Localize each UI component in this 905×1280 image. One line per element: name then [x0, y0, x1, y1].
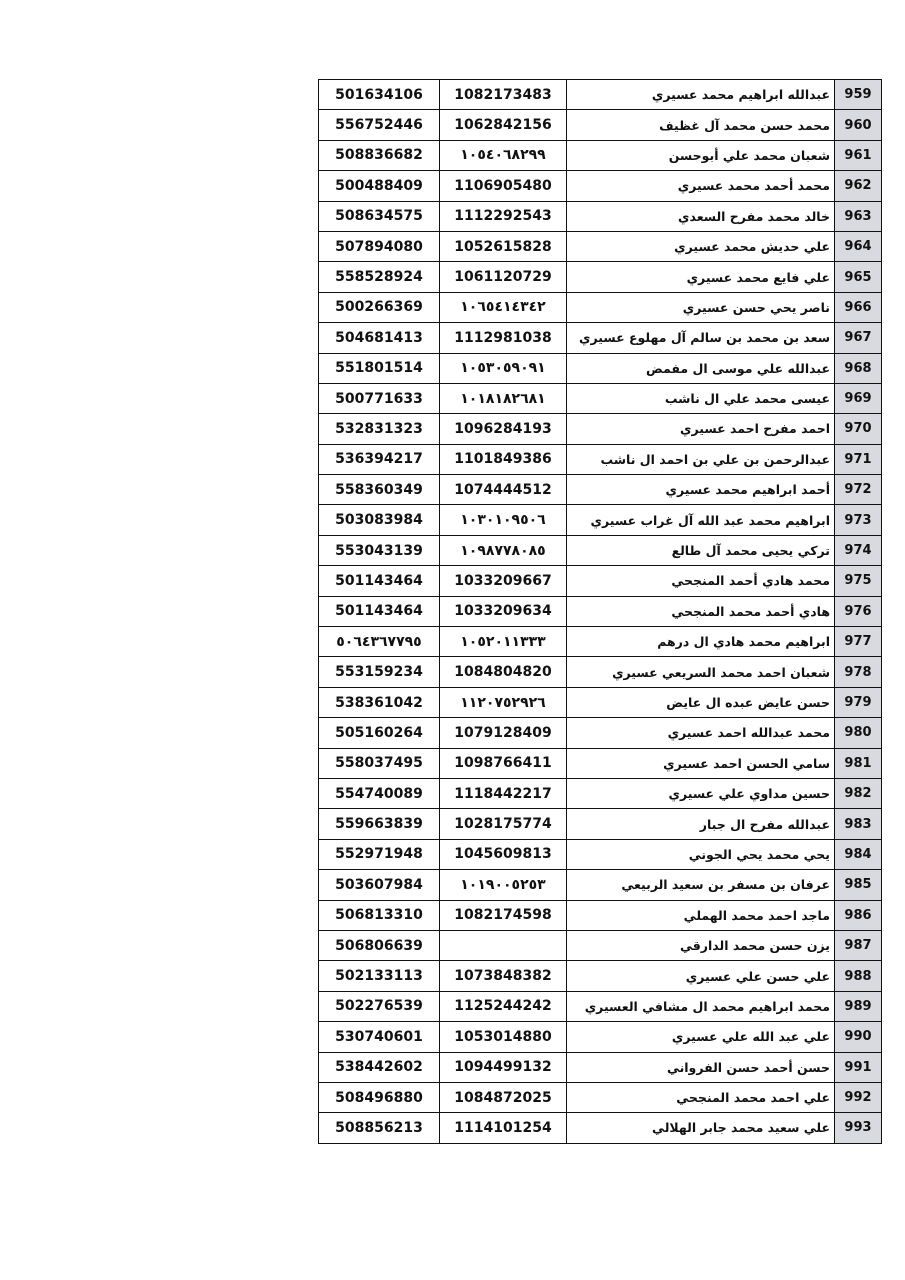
table-row: [319, 687, 882, 717]
mobile-cell: 506813310: [319, 900, 440, 930]
table-row: [319, 1113, 882, 1143]
id-number-cell: 1074444512: [440, 475, 567, 505]
name-cell: شعبان احمد محمد السريعي عسيري: [567, 657, 835, 687]
id-number-cell: ١١٢٠٧٥٢٩٢٦: [440, 687, 567, 717]
name-cell: ماجد احمد محمد الهملي: [567, 900, 835, 930]
id-number-cell: 1101849386: [440, 444, 567, 474]
row-number-cell: 970: [835, 414, 882, 444]
row-number-cell: 987: [835, 930, 882, 960]
name-cell: محمد أحمد محمد عسيري: [567, 171, 835, 201]
mobile-cell: 500266369: [319, 292, 440, 322]
table-row: [319, 505, 882, 535]
table-row: [319, 262, 882, 292]
row-number-cell: 964: [835, 231, 882, 261]
table-row: [319, 627, 882, 657]
row-number-cell: 988: [835, 961, 882, 991]
row-number-cell: 991: [835, 1052, 882, 1082]
mobile-cell: 502276539: [319, 991, 440, 1021]
row-number-cell: 978: [835, 657, 882, 687]
id-number-cell: ١٠٥٤٠٦٨٢٩٩: [440, 140, 567, 170]
name-cell: عيسى محمد علي ال ناشب: [567, 383, 835, 413]
row-number-cell: 973: [835, 505, 882, 535]
table-row: [319, 870, 882, 900]
name-cell: عبدالرحمن بن علي بن احمد ال ناشب: [567, 444, 835, 474]
row-number-cell: 974: [835, 535, 882, 565]
mobile-cell: 508496880: [319, 1082, 440, 1112]
row-number-cell: 980: [835, 718, 882, 748]
id-number-cell: 1084872025: [440, 1082, 567, 1112]
table-row: [319, 201, 882, 231]
id-number-cell: 1112292543: [440, 201, 567, 231]
name-cell: يحي محمد يحي الجوني: [567, 839, 835, 869]
mobile-cell: 556752446: [319, 110, 440, 140]
name-cell: حسن أحمد حسن الفرواني: [567, 1052, 835, 1082]
row-number-cell: 966: [835, 292, 882, 322]
row-number-cell: 977: [835, 627, 882, 657]
table-row: [319, 961, 882, 991]
mobile-cell: 553043139: [319, 535, 440, 565]
row-number-cell: 971: [835, 444, 882, 474]
id-number-cell: 1112981038: [440, 323, 567, 353]
row-number-cell: 990: [835, 1022, 882, 1052]
records-table: [318, 79, 882, 1144]
mobile-cell: 508836682: [319, 140, 440, 170]
mobile-cell: 551801514: [319, 353, 440, 383]
row-number-cell: 961: [835, 140, 882, 170]
name-cell: عبدالله ابراهيم محمد عسيري: [567, 80, 835, 110]
row-number-cell: 960: [835, 110, 882, 140]
table-row: [319, 566, 882, 596]
id-number-cell: 1082173483: [440, 80, 567, 110]
table-row: [319, 292, 882, 322]
id-number-cell: ١٠٣٠١٠٩٥٠٦: [440, 505, 567, 535]
id-number-cell: 1082174598: [440, 900, 567, 930]
mobile-cell: 500488409: [319, 171, 440, 201]
table-row: [319, 1022, 882, 1052]
row-number-cell: 993: [835, 1113, 882, 1143]
mobile-cell: 503083984: [319, 505, 440, 535]
mobile-cell: 538442602: [319, 1052, 440, 1082]
name-cell: عبدالله مفرح ال جبار: [567, 809, 835, 839]
row-number-cell: 986: [835, 900, 882, 930]
table-row: [319, 414, 882, 444]
id-number-cell: 1084804820: [440, 657, 567, 687]
row-number-cell: 992: [835, 1082, 882, 1112]
table-row: [319, 900, 882, 930]
row-number-cell: 981: [835, 748, 882, 778]
name-cell: عرفان بن مسفر بن سعيد الربيعي: [567, 870, 835, 900]
mobile-cell: 504681413: [319, 323, 440, 353]
mobile-cell: 507894080: [319, 231, 440, 261]
row-number-cell: 982: [835, 778, 882, 808]
name-cell: يزن حسن محمد الدارقي: [567, 930, 835, 960]
row-number-cell: 976: [835, 596, 882, 626]
name-cell: محمد هادي أحمد المنجحي: [567, 566, 835, 596]
table-row: [319, 535, 882, 565]
table-row: [319, 353, 882, 383]
id-number-cell: 1098766411: [440, 748, 567, 778]
name-cell: علي حسن علي عسيري: [567, 961, 835, 991]
row-number-cell: 967: [835, 323, 882, 353]
name-cell: تركي يحيى محمد آل طالع: [567, 535, 835, 565]
row-number-cell: 965: [835, 262, 882, 292]
row-number-cell: 968: [835, 353, 882, 383]
mobile-cell: 503607984: [319, 870, 440, 900]
name-cell: محمد حسن محمد آل غظيف: [567, 110, 835, 140]
id-number-cell: 1079128409: [440, 718, 567, 748]
name-cell: أحمد ابراهيم محمد عسيري: [567, 475, 835, 505]
row-number-cell: 969: [835, 383, 882, 413]
table-row: [319, 444, 882, 474]
records-table-body: [319, 80, 882, 1144]
id-number-cell: ١٠١٩٠٠٥٢٥٣: [440, 870, 567, 900]
id-number-cell: ١٠٥٣٠٥٩٠٩١: [440, 353, 567, 383]
name-cell: احمد مفرح احمد عسيري: [567, 414, 835, 444]
mobile-cell: 501634106: [319, 80, 440, 110]
mobile-cell: 506806639: [319, 930, 440, 960]
id-number-cell: 1062842156: [440, 110, 567, 140]
name-cell: علي عبد الله علي عسيري: [567, 1022, 835, 1052]
id-number-cell: 1061120729: [440, 262, 567, 292]
table-row: [319, 383, 882, 413]
row-number-cell: 983: [835, 809, 882, 839]
table-row: [319, 839, 882, 869]
row-number-cell: 984: [835, 839, 882, 869]
mobile-cell: 508634575: [319, 201, 440, 231]
id-number-cell: ١٠٦٥٤١٤٣٤٢: [440, 292, 567, 322]
id-number-cell: ١٠١٨١٨٢٦٨١: [440, 383, 567, 413]
name-cell: خالد محمد مفرح السعدي: [567, 201, 835, 231]
mobile-cell: 536394217: [319, 444, 440, 474]
table-row: [319, 809, 882, 839]
name-cell: ابراهيم محمد هادي ال درهم: [567, 627, 835, 657]
table-row: [319, 1052, 882, 1082]
id-number-cell: 1045609813: [440, 839, 567, 869]
name-cell: شعبان محمد علي أبوحسن: [567, 140, 835, 170]
mobile-cell: 530740601: [319, 1022, 440, 1052]
id-number-cell: 1114101254: [440, 1113, 567, 1143]
name-cell: هادي أحمد محمد المنجحي: [567, 596, 835, 626]
table-row: [319, 748, 882, 778]
id-number-cell: 1053014880: [440, 1022, 567, 1052]
row-number-cell: 985: [835, 870, 882, 900]
table-row: [319, 778, 882, 808]
row-number-cell: 989: [835, 991, 882, 1021]
mobile-cell: 538361042: [319, 687, 440, 717]
id-number-cell: 1118442217: [440, 778, 567, 808]
table-row: [319, 991, 882, 1021]
mobile-cell: 552971948: [319, 839, 440, 869]
row-number-cell: 963: [835, 201, 882, 231]
mobile-cell: 559663839: [319, 809, 440, 839]
mobile-cell: 532831323: [319, 414, 440, 444]
name-cell: علي سعيد محمد جابر الهلالي: [567, 1113, 835, 1143]
mobile-cell: 505160264: [319, 718, 440, 748]
id-number-cell: 1033209667: [440, 566, 567, 596]
table-row: [319, 80, 882, 110]
name-cell: سعد بن محمد بن سالم آل مهلوع عسيري: [567, 323, 835, 353]
name-cell: علي حديش محمد عسيري: [567, 231, 835, 261]
row-number-cell: 972: [835, 475, 882, 505]
mobile-cell: 558360349: [319, 475, 440, 505]
mobile-cell: 558528924: [319, 262, 440, 292]
table-row: [319, 1082, 882, 1112]
row-number-cell: 962: [835, 171, 882, 201]
table-row: [319, 323, 882, 353]
id-number-cell: [440, 930, 567, 960]
id-number-cell: 1106905480: [440, 171, 567, 201]
name-cell: عبدالله علي موسى ال مفمض: [567, 353, 835, 383]
table-row: [319, 171, 882, 201]
table-row: [319, 110, 882, 140]
id-number-cell: 1052615828: [440, 231, 567, 261]
id-number-cell: ١٠٩٨٧٧٨٠٨٥: [440, 535, 567, 565]
table-row: [319, 657, 882, 687]
mobile-cell: 501143464: [319, 596, 440, 626]
id-number-cell: 1096284193: [440, 414, 567, 444]
row-number-cell: 959: [835, 80, 882, 110]
name-cell: محمد ابراهيم محمد ال مشافي العسيري: [567, 991, 835, 1021]
name-cell: ناصر يحي حسن عسيري: [567, 292, 835, 322]
name-cell: ابراهيم محمد عبد الله آل غراب عسيري: [567, 505, 835, 535]
mobile-cell: 553159234: [319, 657, 440, 687]
name-cell: محمد عبدالله احمد عسيري: [567, 718, 835, 748]
mobile-cell: 500771633: [319, 383, 440, 413]
table-row: [319, 140, 882, 170]
id-number-cell: 1028175774: [440, 809, 567, 839]
mobile-cell: ٥٠٦٤٣٦٧٧٩٥: [319, 627, 440, 657]
table-row: [319, 475, 882, 505]
id-number-cell: 1073848382: [440, 961, 567, 991]
id-number-cell: 1033209634: [440, 596, 567, 626]
row-number-cell: 979: [835, 687, 882, 717]
name-cell: حسن عايض عبده ال عايض: [567, 687, 835, 717]
id-number-cell: 1125244242: [440, 991, 567, 1021]
mobile-cell: 554740089: [319, 778, 440, 808]
id-number-cell: ١٠٥٢٠١١٣٣٣: [440, 627, 567, 657]
name-cell: حسين مداوي علي عسيري: [567, 778, 835, 808]
name-cell: علي احمد محمد المنجحي: [567, 1082, 835, 1112]
mobile-cell: 502133113: [319, 961, 440, 991]
mobile-cell: 508856213: [319, 1113, 440, 1143]
id-number-cell: 1094499132: [440, 1052, 567, 1082]
table-row: [319, 231, 882, 261]
mobile-cell: 501143464: [319, 566, 440, 596]
table-row: [319, 930, 882, 960]
table-row: [319, 718, 882, 748]
row-number-cell: 975: [835, 566, 882, 596]
name-cell: سامي الحسن احمد عسيري: [567, 748, 835, 778]
table-row: [319, 596, 882, 626]
mobile-cell: 558037495: [319, 748, 440, 778]
name-cell: علي فايع محمد عسيري: [567, 262, 835, 292]
